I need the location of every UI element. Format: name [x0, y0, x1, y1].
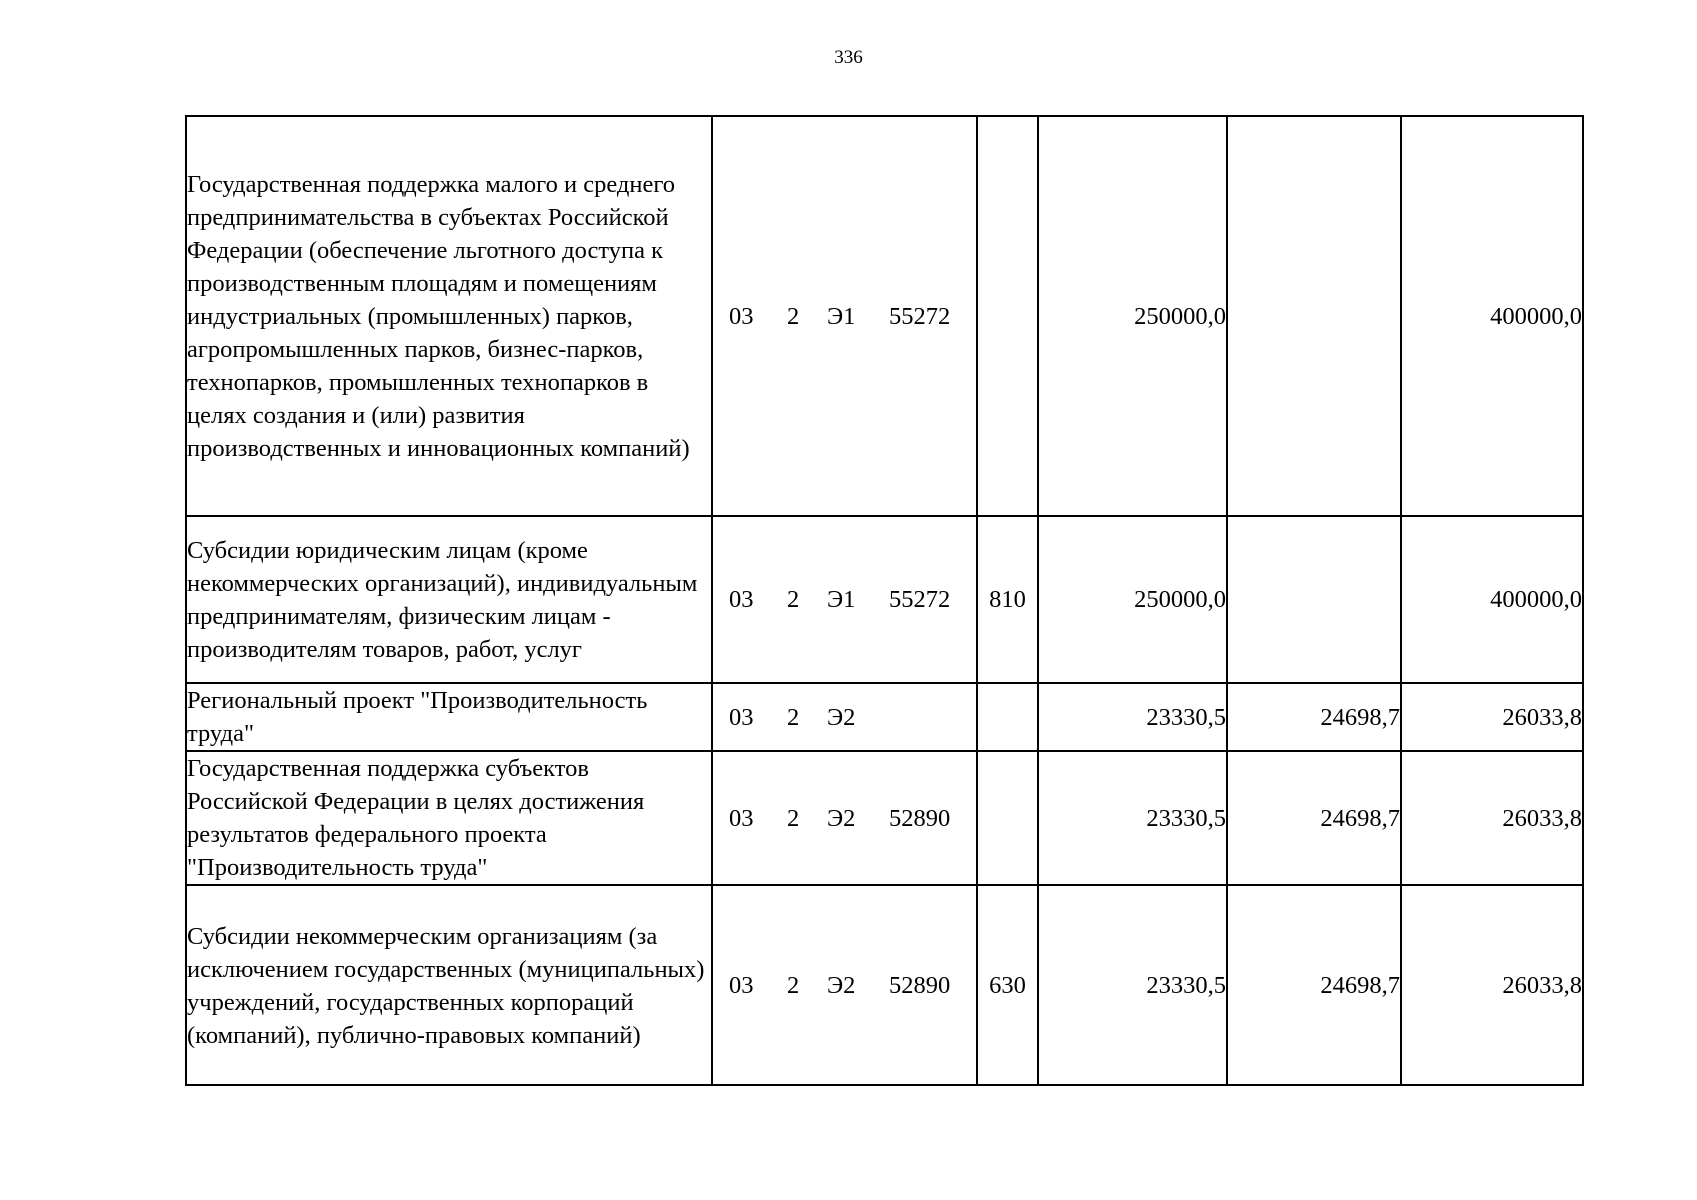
direction-code: 55272: [889, 302, 951, 330]
program-code: 03: [729, 971, 754, 999]
row-codes: [712, 116, 977, 516]
amount-2: 24698,7: [1227, 683, 1401, 751]
row-name: Субсидии юридическим лицам (кроме некоммерческих организаций), индивидуальным предпринимателям, физическим лицам - производителям товаров, работ, услуг: [186, 516, 712, 683]
row-name: Государственная поддержка субъектов Российской Федерации в целях достижения результатов федерального проекта "Производительность труда": [186, 751, 712, 885]
amount-2: [1227, 116, 1401, 516]
row-name: Субсидии некоммерческим организациям (за исключением государственных (муниципальных) учреждений, государственных корпораций (компаний), публично-правовых компаний): [186, 885, 712, 1085]
expense-type-code: 810: [977, 516, 1038, 683]
expense-type-code: 630: [977, 885, 1038, 1085]
amount-2: 24698,7: [1227, 751, 1401, 885]
expense-type-code: [977, 116, 1038, 516]
table-row: [186, 116, 1583, 516]
project-code: Э1: [827, 302, 856, 330]
amount-1: 250000,0: [1038, 516, 1227, 683]
table-row: [186, 885, 1583, 1085]
amount-1: 23330,5: [1038, 683, 1227, 751]
amount-3: 26033,8: [1401, 751, 1583, 885]
direction-code: 55272: [889, 586, 951, 613]
expense-type-code: [977, 683, 1038, 751]
project-code: Э2: [827, 703, 856, 731]
amount-3: 26033,8: [1401, 885, 1583, 1085]
row-codes: [712, 885, 977, 1085]
amount-3: 400000,0: [1401, 516, 1583, 683]
table-row: [186, 683, 1583, 751]
row-name: Региональный проект "Производительность труда": [186, 683, 712, 751]
subprogram-code: 2: [787, 586, 800, 613]
subprogram-code: 2: [787, 971, 800, 999]
amount-3: 26033,8: [1401, 683, 1583, 751]
project-code: Э1: [827, 586, 856, 613]
direction-code: 52890: [889, 804, 951, 832]
expense-type-code: [977, 751, 1038, 885]
program-code: 03: [729, 302, 754, 330]
amount-1: 23330,5: [1038, 751, 1227, 885]
amount-1: 23330,5: [1038, 885, 1227, 1085]
budget-table: [185, 115, 1584, 1086]
row-codes: [712, 516, 977, 683]
program-code: 03: [729, 586, 754, 613]
amount-3: 400000,0: [1401, 116, 1583, 516]
amount-2: 24698,7: [1227, 885, 1401, 1085]
row-name: Государственная поддержка малого и среднего предпринимательства в субъектах Российской Федерации (обеспечение льготного доступа к производственным площадям и помещениям индустриальных (промышленных) парков, агропромышленных парков, бизнес-парков, технопарков, промышленных технопарков в целях создания и (или) развития производственных и инновационных компаний): [186, 116, 712, 516]
subprogram-code: 2: [787, 804, 800, 832]
amount-2: [1227, 516, 1401, 683]
program-code: 03: [729, 804, 754, 832]
subprogram-code: 2: [787, 703, 800, 731]
amount-1: 250000,0: [1038, 116, 1227, 516]
project-code: Э2: [827, 971, 856, 999]
page-number: 336: [834, 47, 863, 68]
row-codes: [712, 751, 977, 885]
row-codes: [712, 683, 977, 751]
table-row: [186, 751, 1583, 885]
direction-code: 52890: [889, 971, 951, 999]
subprogram-code: 2: [787, 302, 800, 330]
project-code: Э2: [827, 804, 856, 832]
program-code: 03: [729, 703, 754, 731]
table-row: [186, 516, 1583, 683]
